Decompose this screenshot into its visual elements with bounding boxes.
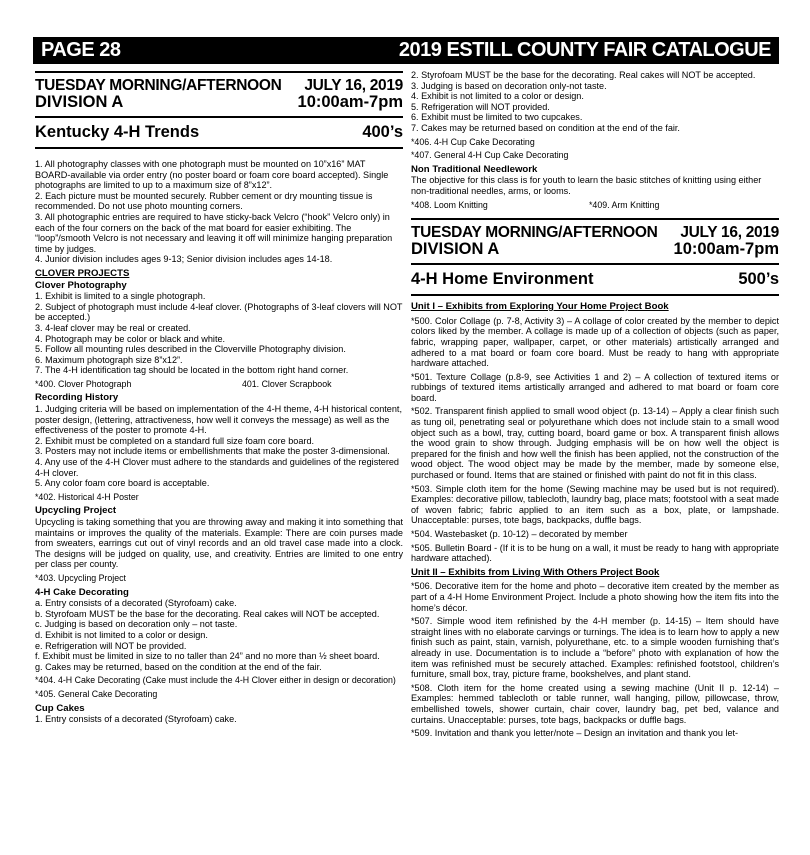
list-item: b. Styrofoam MUST be the base for the decorating. Real cakes will NOT be accepted.: [35, 608, 380, 619]
schedule-row: [411, 224, 779, 241]
header-mid-rule: [411, 263, 779, 265]
recording-history-heading: Recording History: [35, 392, 119, 404]
left-column: [35, 71, 403, 725]
clover-projects-heading: CLOVER PROJECTS: [35, 267, 130, 279]
cake-decorating-heading: 4-H Cake Decorating: [35, 586, 129, 598]
class-description: *509. Invitation and thank you letter/note – Design an invitation and thank you let-: [411, 728, 739, 739]
header-bottom-rule: [35, 147, 403, 149]
class-description: *508. Cloth item for the home created using a sewing machine (Unit II p. 12-14) – Examples: hemmed tablecloth or table runner, wall hanging, pillow, pillowcase, throw, embellished towels, shower curtain, chair cover, laundry bag, pet bed, valance and curtains. Unacceptable: purses, tote bags, backpacks or duffle bags.: [411, 682, 779, 725]
list-item: 4. Any use of the 4-H Clover must adhere to the standards and guidelines of the registered 4-H clover.: [35, 457, 399, 478]
schedule-date: JULY 16, 2019: [304, 77, 403, 94]
rule-text: 2. Each picture must be mounted securely. Rubber cement or dry mounting tissue is recommended. Do not use photo mounting corners.: [35, 190, 373, 212]
schedule-date: JULY 16, 2019: [680, 224, 779, 242]
division-row: [411, 241, 779, 258]
division-name: DIVISION A: [411, 240, 500, 259]
cup-cakes-heading: Cup Cakes: [35, 702, 85, 714]
header-mid-rule: [35, 116, 403, 118]
section-title: 4-H Home Environment: [411, 270, 594, 289]
class-entry: *406. 4-H Cup Cake Decorating: [411, 136, 535, 147]
list-item: 3. Judging is based on decoration only-not taste.: [411, 80, 607, 91]
right-column: [411, 70, 779, 739]
paragraph: Upcycling is taking something that you are throwing away and making it into something that maintains or improves the quality of the materials. Example: There are coin purses made from sweaters, earrings cut out of vinyl records and an old travel case made into a clock. The designs will be judged on quality, use, and creativity. Entries are limited to one entry per class per county.: [35, 517, 403, 570]
class-description: *502. Transparent finish applied to small wood object (p. 13-14) – Apply a clear finish such as tung oil, penetrating seal or polyurethane which does not include stain to a small wood object such as a bowl, tray, cutting board, board game or box. A transparent finish allows the wood grain to show through. Judging emphasis will be on how well the object is prepared for the finish and how well the finish has been applied, not the construction of the wood object. The wood object may be made by the member, made by someone else, purchased or found. Items that are stained or finished with paint do not fit in this class.: [411, 406, 779, 481]
needlework-heading: Non Traditional Needlework: [411, 163, 538, 175]
class-description: *501. Texture Collage (p.8-9, see Activities 1 and 2) – A collection of textured items or rubbings of textured items artistically arranged and adhered to mat board or foam core board.: [411, 371, 779, 403]
class-entry: *402. Historical 4-H Poster: [35, 491, 139, 502]
class-description: *505. Bulletin Board - (If it is to be hung on a wall, it must be ready to hang with appropriate hardware attached).: [411, 542, 779, 564]
list-item: 3. Posters may not include items or embellishments that make the poster 3-dimensional.: [35, 446, 390, 457]
class-description: *506. Decorative item for the home and photo – decorative item created by the member as part of a 4-H Home Environment Project. Include a photo showing how the item fits into the home’s décor.: [411, 581, 779, 613]
section-title-row: [35, 123, 403, 141]
class-entry: *409. Arm Knitting: [589, 199, 660, 210]
page-number: PAGE 28: [41, 39, 121, 61]
list-item: 5. Follow all mounting rules described in the Cloverville Photography division.: [35, 344, 346, 355]
list-item: f. Exhibit must be limited in size to no taller than 24” and no more than ½ sheet board.: [35, 651, 380, 662]
class-description: *504. Wastebasket (p. 10-12) – decorated by member: [411, 529, 628, 539]
division-name: DIVISION A: [35, 93, 124, 111]
section-number: 400’s: [362, 123, 403, 141]
list-item: 7. The 4-H identification tag should be located in the bottom right hand corner.: [35, 365, 349, 376]
list-item: 4. Exhibit is not limited to a color or design.: [411, 91, 584, 102]
list-item: 6. Maximum photograph size 8”x12”.: [35, 354, 183, 365]
class-entry-row: [411, 200, 779, 211]
section-number: 500’s: [738, 270, 779, 289]
list-item: 5. Any color foam core board is acceptable.: [35, 478, 210, 489]
list-item: 3. 4-leaf clover may be real or created.: [35, 322, 191, 333]
list-item: a. Entry consists of a decorated (Styrofoam) cake.: [35, 598, 237, 609]
rule-text: 4. Junior division includes ages 9-13; Senior division includes ages 14-18.: [35, 254, 333, 265]
page-banner: [33, 37, 779, 64]
clover-photography-heading: Clover Photography: [35, 279, 127, 291]
schedule-row: [35, 77, 403, 94]
class-entry: *407. General 4-H Cup Cake Decorating: [411, 150, 569, 161]
paragraph: The objective for this class is for youth to learn the basic stitches of knitting using either non-traditional needles, arms, or looms.: [411, 175, 762, 196]
class-description: *500. Color Collage (p. 7-8, Activity 3) – A collage of color created by the member to depict colors liked by the member. A collage is made up of a collection of objects (such as paper, fabric, wrapping paper, wallpaper, carpet, or other materials) artistically arranged and adhered to a mat board or foam core board. Must be ready to hang with appropriate hardware attached.: [411, 315, 779, 369]
class-entry: *400. Clover Photograph: [35, 378, 132, 389]
division-row: [35, 94, 403, 111]
list-item: 1. Exhibit is limited to a single photograph.: [35, 291, 206, 302]
header-top-rule: [411, 218, 779, 220]
list-item: e. Refrigeration will NOT be provided.: [35, 640, 187, 651]
rule-text: 3. All photographic entries are required to have sticky-back Velcro (“hook” Velcro only) in each of the four corners on the back of the mat board for easier exhibiting. The “loop”/smooth Velcro is not necessary and leaving it off will minimize hanging preparation time by judges.: [35, 211, 393, 254]
upcycling-heading: Upcycling Project: [35, 505, 117, 517]
unit-2-heading: Unit II – Exhibits from Living With Others Project Book: [411, 566, 660, 578]
section-title: Kentucky 4-H Trends: [35, 123, 200, 141]
list-item: 2. Styrofoam MUST be the base for the decorating. Real cakes will NOT be accepted.: [411, 70, 756, 80]
list-item: g. Cakes may be returned, based on the condition at the end of the fair.: [35, 661, 322, 672]
list-item: d. Exhibit is not limited to a color or design.: [35, 629, 208, 640]
list-item: 6. Exhibit must be limited to two cupcakes.: [411, 112, 583, 123]
catalogue-title: 2019 ESTILL COUNTY FAIR CATALOGUE: [398, 39, 771, 61]
division-time: 10:00am-7pm: [297, 93, 403, 111]
schedule-day: TUESDAY MORNING/AFTERNOON: [35, 77, 282, 94]
class-description: *507. Simple wood item refinished by the 4-H member (p. 14-15) – Item should have straight lines with no elaborate carvings or turnings. The idea is to learn how to apply a new finish such as paint, stain, varnish, polyurethane, etc. to a simple wooden furnishing that’s already in use. Documentation is to include a “before” photo with explanation of how the item was refinished must be securely attached. Examples: refinished footstool, children’s furniture, small box, tray, picture frame, bookshelves, and plant stand.: [411, 616, 779, 680]
schedule-day: TUESDAY MORNING/AFTERNOON: [411, 224, 658, 242]
list-item: 5. Refrigeration will NOT provided.: [411, 101, 550, 112]
class-entry: *405. General Cake Decorating: [35, 688, 158, 699]
list-item: 2. Exhibit must be completed on a standard full size foam core board.: [35, 435, 315, 446]
list-item: 7. Cakes may be returned based on condition at the end of the fair.: [411, 122, 680, 133]
list-item: 1. Judging criteria will be based on implementation of the 4-H theme, 4-H historical content, poster design, (lettering, attractiveness, how well it conveys the message) as well as the effectiveness of the poster to promote 4-H.: [35, 404, 402, 436]
list-item: 2. Subject of photograph must include 4-leaf clover. (Photographs of 3-leaf clovers will NOT be accepted.): [35, 301, 403, 323]
unit-1-heading: Unit I – Exhibits from Exploring Your Home Project Book: [411, 301, 669, 313]
class-entry: *404. 4-H Cake Decorating (Cake must include the 4-H Clover either in design or decoration): [35, 675, 396, 686]
class-entry-row: [35, 379, 403, 390]
list-item: 4. Photograph may be color or black and white.: [35, 333, 226, 344]
section-title-row: [411, 270, 779, 288]
division-time: 10:00am-7pm: [673, 240, 779, 259]
class-entry: *403. Upcycling Project: [35, 572, 126, 583]
class-description: *503. Simple cloth item for the home (Sewing machine may be used but is not required). Examples: decorative pillow, tablecloth, laundry bag, place mats; footstool with a seat made of woven fabric; fabric applied to an item such as a box, plate, or lampshade. Unacceptable: purses, tote bags, backpacks, duffle bags.: [411, 483, 779, 526]
class-entry: 401. Clover Scrapbook: [242, 378, 332, 389]
rule-text: 1. All photography classes with one photograph must be mounted on 10”x16” MAT BOARD-available via order entry (no poster board or foam core board accepted). Single photographs are limited to up to a maximum size of 8”x12”.: [35, 159, 389, 191]
list-item: c. Judging is based on decoration only – not taste.: [35, 619, 238, 630]
list-item: 1. Entry consists of a decorated (Styrofoam) cake.: [35, 714, 237, 725]
header-top-rule: [35, 71, 403, 73]
header-bottom-rule: [411, 294, 779, 296]
class-entry: *408. Loom Knitting: [411, 199, 488, 210]
